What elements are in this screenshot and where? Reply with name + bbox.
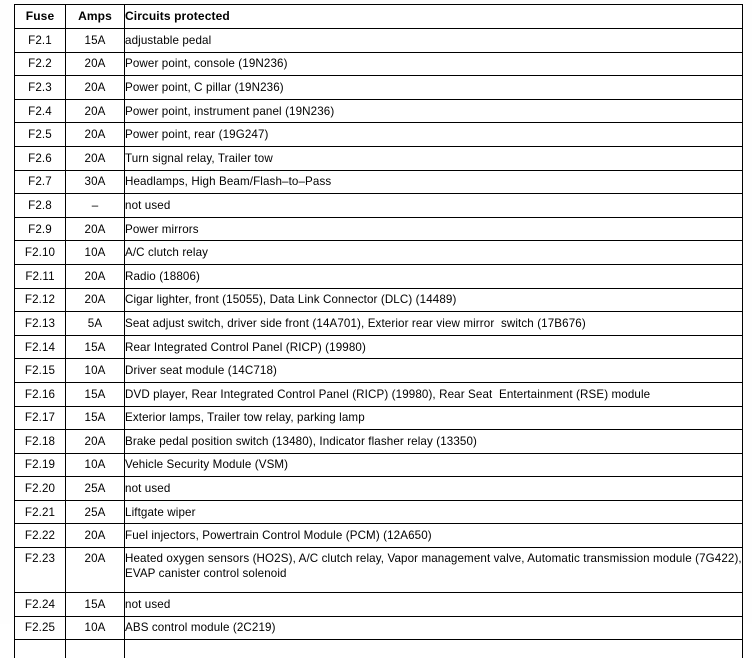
cell-circuits-protected: Radio (18806) xyxy=(125,264,743,288)
table-header xyxy=(15,5,743,29)
table-header-row xyxy=(15,5,743,29)
cell-circuits-protected: not used xyxy=(125,593,743,617)
cell-fuse: F2.16 xyxy=(15,382,66,406)
table-row xyxy=(15,453,743,477)
cell-fuse: F2.8 xyxy=(15,194,66,218)
table-row xyxy=(15,359,743,383)
cell-circuits-protected: Power point, console (19N236) xyxy=(125,52,743,76)
cell-fuse: F2.9 xyxy=(15,217,66,241)
cell-fuse: F2.12 xyxy=(15,288,66,312)
cell-fuse: F2.10 xyxy=(15,241,66,265)
cell-circuits-protected: Power point, rear (19G247) xyxy=(125,123,743,147)
cell-fuse: F2.3 xyxy=(15,76,66,100)
table-row xyxy=(15,76,743,100)
column-header-amps: Amps xyxy=(66,5,125,29)
table-row xyxy=(15,194,743,218)
cell-amps: 10A xyxy=(66,241,125,265)
table-row xyxy=(15,52,743,76)
cell-amps: 20A xyxy=(66,123,125,147)
cell-fuse: F2.2 xyxy=(15,52,66,76)
cell-amps: 30A xyxy=(66,170,125,194)
cell-amps: 20A xyxy=(66,99,125,123)
table-row xyxy=(15,406,743,430)
table-row xyxy=(15,616,743,640)
cell-amps: – xyxy=(66,194,125,218)
table-row xyxy=(15,524,743,548)
cell-circuits-protected: not used xyxy=(125,194,743,218)
cell-fuse: F2.19 xyxy=(15,453,66,477)
cell-amps: 15A xyxy=(66,29,125,53)
table-row xyxy=(15,288,743,312)
cell-circuits-protected: Fuel injectors, Powertrain Control Module (PCM) (12A650) xyxy=(125,524,743,548)
cell-fuse: F2.5 xyxy=(15,123,66,147)
cell-fuse: F2.14 xyxy=(15,335,66,359)
cell-circuits-protected: Brake pedal position switch (13480), Indicator flasher relay (13350) xyxy=(125,430,743,454)
cell-circuits-protected: not used xyxy=(125,477,743,501)
table-row xyxy=(15,500,743,524)
cell-amps: 20A xyxy=(66,430,125,454)
cell-fuse: F2.1 xyxy=(15,29,66,53)
cell-amps: 20A xyxy=(66,76,125,100)
table-row xyxy=(15,99,743,123)
cell-amps: 20A xyxy=(66,146,125,170)
table-row xyxy=(15,593,743,617)
cell-circuits-protected: Driver seat module (14C718) xyxy=(125,359,743,383)
table-body xyxy=(15,29,743,658)
cell-amps: 15A xyxy=(66,593,125,617)
cell-amps: 15A xyxy=(66,406,125,430)
table-row xyxy=(15,241,743,265)
cell-fuse: F2.21 xyxy=(15,500,66,524)
table-row xyxy=(15,335,743,359)
cell-amps: 15A xyxy=(66,382,125,406)
cell-circuits-protected: Seat adjust switch, driver side front (14A701), Exterior rear view mirror switch (17B676) xyxy=(125,312,743,336)
cell-fuse: F2.13 xyxy=(15,312,66,336)
cell-amps xyxy=(66,640,125,658)
cell-fuse: F2.7 xyxy=(15,170,66,194)
table-row xyxy=(15,146,743,170)
cell-circuits-protected: Rear Integrated Control Panel (RICP) (19980) xyxy=(125,335,743,359)
cell-amps: 25A xyxy=(66,500,125,524)
cell-circuits-protected: Heated oxygen sensors (HO2S), A/C clutch relay, Vapor management valve, Automatic transmission module (7G422), EVAP canister control solenoid xyxy=(125,548,743,593)
fuse-table xyxy=(14,4,743,658)
cell-amps: 25A xyxy=(66,477,125,501)
column-header-circuits-protected: Circuits protected xyxy=(125,5,743,29)
cell-amps: 10A xyxy=(66,616,125,640)
cell-fuse: F2.4 xyxy=(15,99,66,123)
cell-circuits-protected: Cigar lighter, front (15055), Data Link Connector (DLC) (14489) xyxy=(125,288,743,312)
cell-fuse: F2.25 xyxy=(15,616,66,640)
cell-amps: 20A xyxy=(66,548,125,593)
table-row xyxy=(15,217,743,241)
cell-circuits-protected: adjustable pedal xyxy=(125,29,743,53)
cell-fuse xyxy=(15,640,66,658)
table-row xyxy=(15,548,743,593)
cell-fuse: F2.15 xyxy=(15,359,66,383)
table-row xyxy=(15,382,743,406)
table-row xyxy=(15,170,743,194)
table-row xyxy=(15,477,743,501)
table-row xyxy=(15,29,743,53)
cell-fuse: F2.6 xyxy=(15,146,66,170)
cell-circuits-protected: Power mirrors xyxy=(125,217,743,241)
cell-amps: 10A xyxy=(66,359,125,383)
cell-circuits-protected: Vehicle Security Module (VSM) xyxy=(125,453,743,477)
cell-amps: 20A xyxy=(66,52,125,76)
cell-fuse: F2.18 xyxy=(15,430,66,454)
table-row xyxy=(15,640,743,658)
cell-amps: 20A xyxy=(66,288,125,312)
cell-circuits-protected: Exterior lamps, Trailer tow relay, parking lamp xyxy=(125,406,743,430)
cell-fuse: F2.20 xyxy=(15,477,66,501)
table-row xyxy=(15,430,743,454)
cell-fuse: F2.23 xyxy=(15,548,66,593)
fuse-table-container xyxy=(14,4,742,658)
cell-circuits-protected: Liftgate wiper xyxy=(125,500,743,524)
cell-amps: 20A xyxy=(66,524,125,548)
cell-circuits-protected: Power point, C pillar (19N236) xyxy=(125,76,743,100)
cell-circuits-protected: Headlamps, High Beam/Flash–to–Pass xyxy=(125,170,743,194)
table-row xyxy=(15,123,743,147)
cell-amps: 20A xyxy=(66,264,125,288)
cell-circuits-protected: Power point, instrument panel (19N236) xyxy=(125,99,743,123)
cell-circuits-protected: DVD player, Rear Integrated Control Panel (RICP) (19980), Rear Seat Entertainment (RSE) module xyxy=(125,382,743,406)
cell-amps: 15A xyxy=(66,335,125,359)
cell-amps: 10A xyxy=(66,453,125,477)
cell-circuits-protected: ABS control module (2C219) xyxy=(125,616,743,640)
table-row xyxy=(15,264,743,288)
column-header-fuse: Fuse xyxy=(15,5,66,29)
cell-fuse: F2.11 xyxy=(15,264,66,288)
cell-amps: 5A xyxy=(66,312,125,336)
cell-circuits-protected: A/C clutch relay xyxy=(125,241,743,265)
cell-amps: 20A xyxy=(66,217,125,241)
table-row xyxy=(15,312,743,336)
cell-fuse: F2.24 xyxy=(15,593,66,617)
cell-circuits-protected: Turn signal relay, Trailer tow xyxy=(125,146,743,170)
cell-fuse: F2.17 xyxy=(15,406,66,430)
cell-circuits-protected xyxy=(125,640,743,658)
cell-fuse: F2.22 xyxy=(15,524,66,548)
